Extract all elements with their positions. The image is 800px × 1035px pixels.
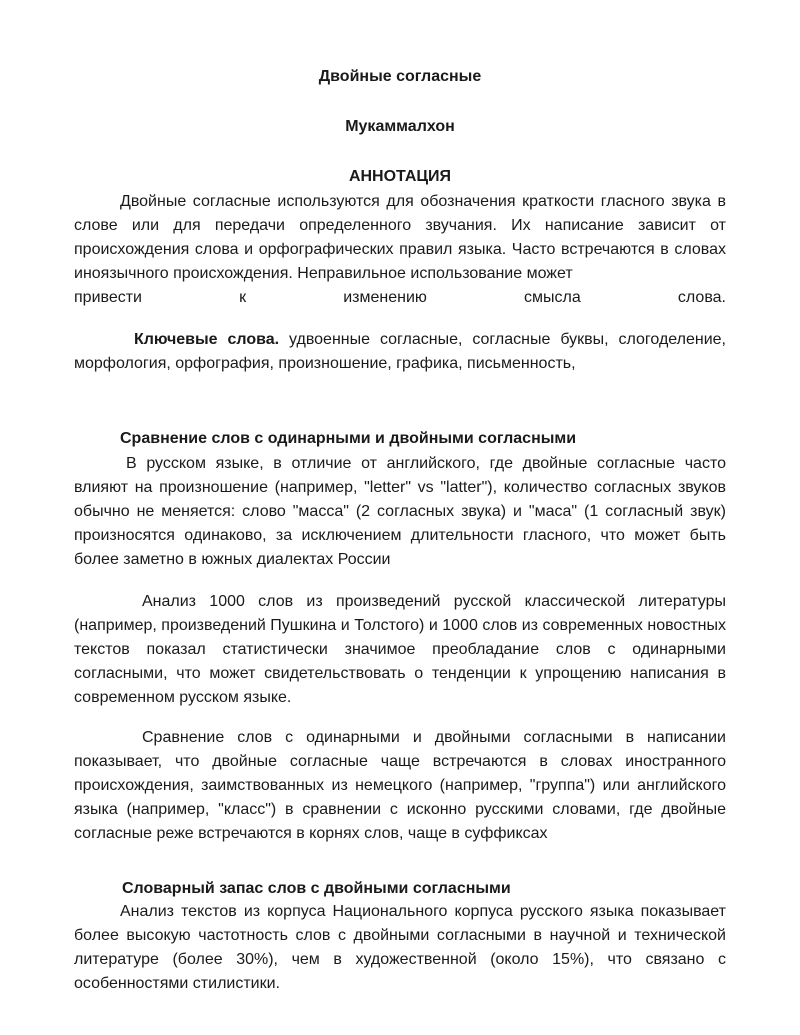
keywords-label: Ключевые слова. (134, 331, 280, 348)
section2-paragraph-1: Анализ текстов из корпуса Национального корпуса русского языка показывает более высокую частотность слов с двойными согласными в научной и технической литературе (более 30%), чем в художественной (около 15%), что связано с особенностями стилистики. (74, 903, 726, 992)
annotation-paragraph: Двойные согласные используются для обозначения краткости гласного звука в слове или для передачи определенного звучания. Их написание зависит от происхождения слова и орфографических правил языка. Часто встречаются в словах иноязычного происхождения. Неправильное использование может (74, 193, 726, 282)
keywords-paragraph (74, 328, 726, 376)
section-heading-comparison: Сравнение слов с одинарными и двойными согласными (120, 430, 577, 447)
section-heading-vocabulary: Словарный запас слов с двойными согласными (122, 880, 511, 897)
document-title: Двойные согласные (318, 68, 482, 85)
section1-paragraph-1: В русском языке, в отличие от английского, где двойные согласные часто влияют на произношение (например, "letter" vs "latter"), количество согласных звуков обычно не меняется: слово "масса" (2 согласных звука) и "маса" (1 согласный звук) произносятся одинаково, за исключением длительности гласного, что может быть более заметно в южных диалектах России (74, 455, 726, 568)
section1-paragraph-2: Анализ 1000 слов из произведений русской классической литературы (например, произведений Пушкина и Толстого) и 1000 слов из современных новостных текстов показал статистически значимое преобладание слов с одинарными согласными, что может свидетельствовать о тенденции к упрощению написания в современном русском языке. (74, 593, 726, 706)
keywords-text: удвоенные согласные, согласные буквы, слогоделение, морфология, орфография, произношение, графика, письменность, (74, 331, 726, 372)
annotation-heading: АННОТАЦИЯ (348, 168, 452, 185)
annotation-last-line: привести к изменению смысла слова. (74, 289, 726, 306)
author-name: Мукаммалхон (345, 118, 455, 135)
section1-paragraph-3: Сравнение слов с одинарными и двойными согласными в написании показывает, что двойные согласные чаще встречаются в словах иностранного происхождения, заимствованных из немецкого (например, "группа") или английского языка (например, "класс") в сравнении с исконно русскими словами, где двойные согласные реже встречаются в корнях слов, чаще в суффиксах (74, 729, 726, 842)
